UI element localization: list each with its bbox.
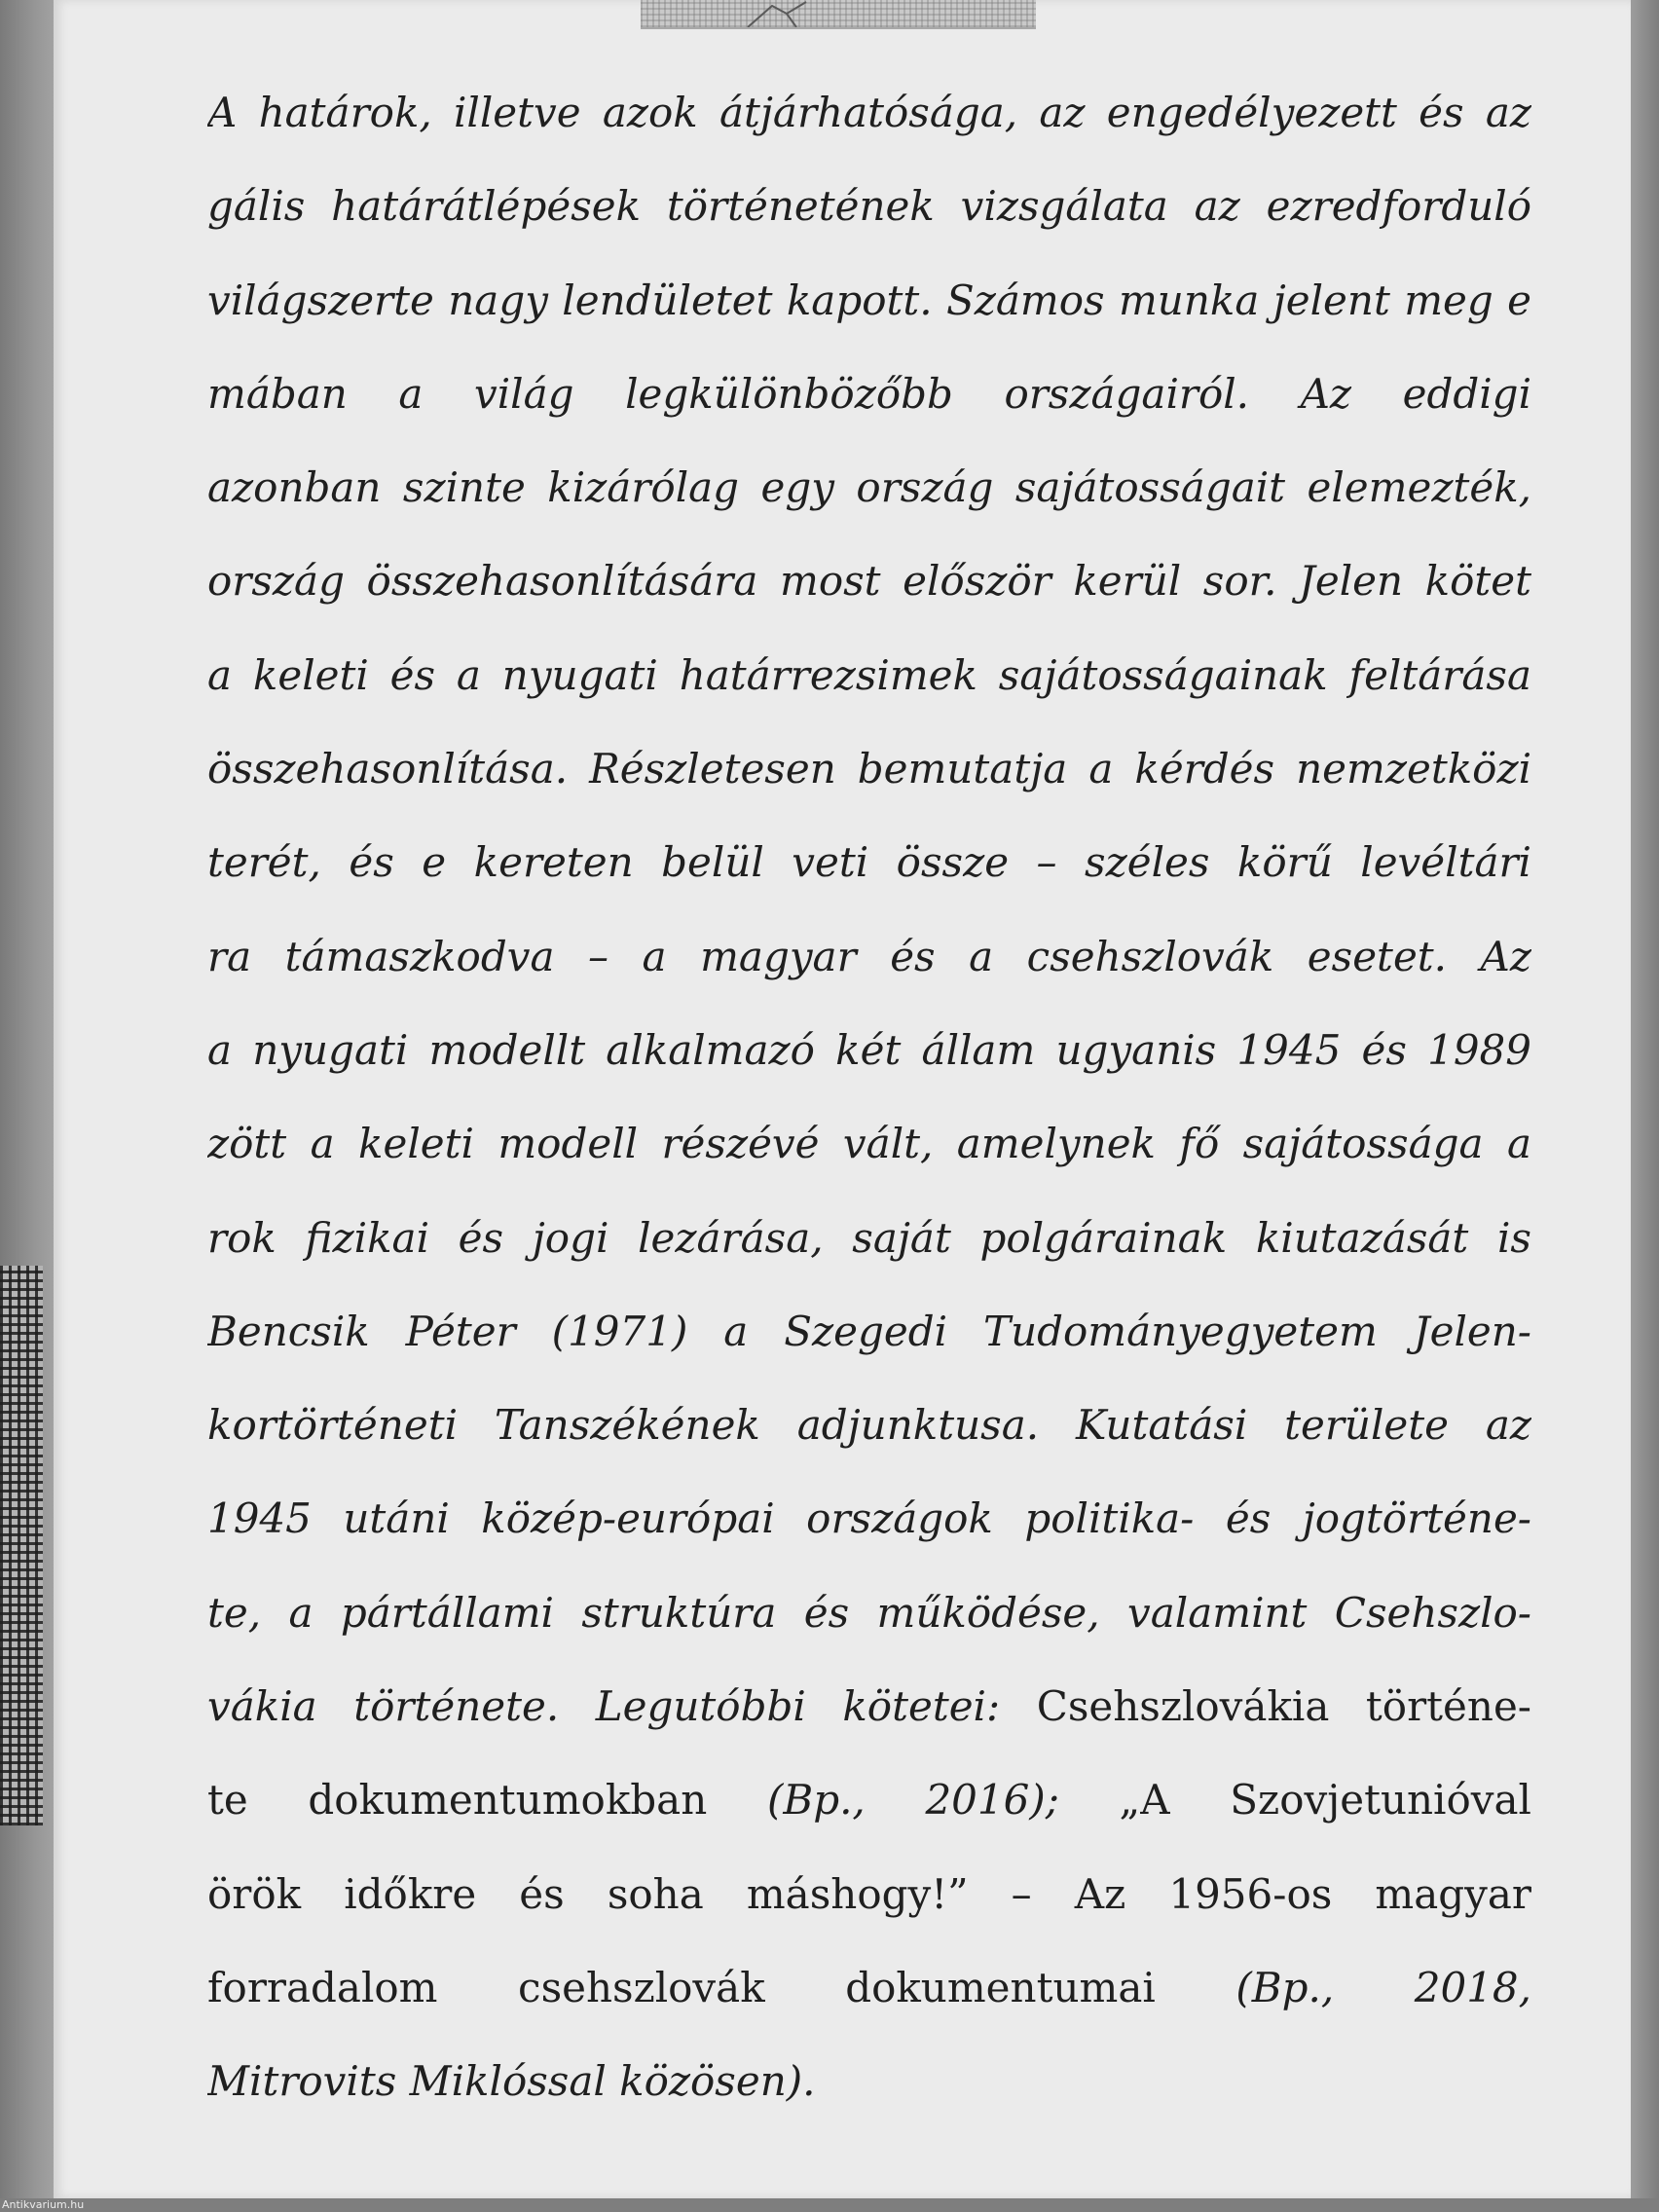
text-line: [207, 816, 1531, 909]
text-line: [207, 348, 1531, 441]
text-line: [207, 1004, 1531, 1097]
text-line: [207, 629, 1531, 722]
text-segment: örök időkre és soha máshogy!” – Az 1956-os magyar: [207, 1869, 1531, 1918]
text-line: [207, 1660, 1531, 1753]
text-line: [207, 254, 1531, 348]
text-segment: mában a világ legkülönbözőbb országairól. Az eddigi: [207, 369, 1531, 418]
text-segment: (Bp., 2016);: [766, 1776, 1120, 1825]
text-segment: ország összehasonlítására most először kerül sor. Jelen kötet: [207, 557, 1531, 606]
cover-illustration-fragment: [641, 0, 1036, 29]
text-segment: terét, és e kereten belül veti össze – széles körű levéltári: [207, 838, 1531, 887]
illustration-sketch: [641, 0, 1036, 27]
text-line: [207, 535, 1531, 628]
text-segment: Bencsik Péter (1971) a Szegedi Tudományegyetem Jelen-: [207, 1307, 1531, 1355]
text-segment: te, a pártállami struktúra és működése, valamint Csehszlo-: [207, 1588, 1531, 1637]
text-segment: 1945 utáni közép-európai országok politika- és jogtörténe-: [207, 1494, 1531, 1543]
text-segment: világszerte nagy lendületet kapott. Számos munka jelent meg e: [207, 276, 1531, 324]
text-line: [207, 1379, 1531, 1472]
text-segment: a keleti és a nyugati határrezsimek sajátosságainak feltárása: [207, 650, 1531, 699]
text-line: [207, 910, 1531, 1004]
text-segment: Csehszlovákia történe-: [1036, 1682, 1531, 1731]
text-segment: összehasonlítása. Részletesen bemutatja a kérdés nemzetközi: [207, 745, 1531, 793]
text-segment: a nyugati modellt alkalmazó két állam ugyanis 1945 és 1989: [207, 1025, 1531, 1074]
text-segment: vákia története. Legutóbbi kötetei:: [207, 1682, 1037, 1731]
text-segment: rok fizikai és jogi lezárása, saját polgárainak kiutazását is: [207, 1213, 1531, 1262]
text-line: [207, 1567, 1531, 1660]
text-segment: forradalom csehszlovák dokumentumai: [207, 1963, 1236, 2011]
text-line: [207, 1472, 1531, 1566]
text-segment: gális határátlépések történetének vizsgálata az ezredforduló: [207, 182, 1531, 231]
text-line: [207, 1285, 1531, 1379]
text-segment: Mitrovits Miklóssal közösen).: [207, 2057, 816, 2106]
text-line: [207, 2035, 1531, 2128]
text-line: [207, 1941, 1531, 2035]
text-segment: „A Szovjetunióval: [1119, 1776, 1531, 1825]
text-line: [207, 1192, 1531, 1285]
book-cover-page: [54, 0, 1631, 2198]
bottom-strip: [0, 2198, 1659, 2212]
back-cover-text: [207, 66, 1531, 2129]
text-segment: azonban szinte kizárólag egy ország sajátosságait elemezték,: [207, 463, 1531, 512]
watermark-text: Antikvarium.hu: [2, 2198, 85, 2211]
text-line: [207, 722, 1531, 816]
text-line: [207, 1753, 1531, 1847]
background-pattern: [0, 1266, 43, 1825]
text-segment: A határok, illetve azok átjárhatósága, az engedélyezett és az: [207, 89, 1531, 136]
text-line: [207, 441, 1531, 535]
background-left: [0, 0, 58, 2212]
text-line: [207, 160, 1531, 253]
text-line: [207, 66, 1531, 160]
text-segment: kortörténeti Tanszékének adjunktusa. Kutatási területe az: [207, 1401, 1531, 1450]
text-line: [207, 1848, 1531, 1941]
text-segment: (Bp., 2018,: [1235, 1963, 1531, 2011]
background-right: [1628, 0, 1659, 2212]
text-line: [207, 1097, 1531, 1191]
text-segment: ra támaszkodva – a magyar és a csehszlovák esetet. Az: [207, 932, 1531, 980]
text-segment: zött a keleti modell részévé vált, amelynek fő sajátossága a: [207, 1120, 1531, 1168]
text-segment: te dokumentumokban: [207, 1776, 767, 1825]
